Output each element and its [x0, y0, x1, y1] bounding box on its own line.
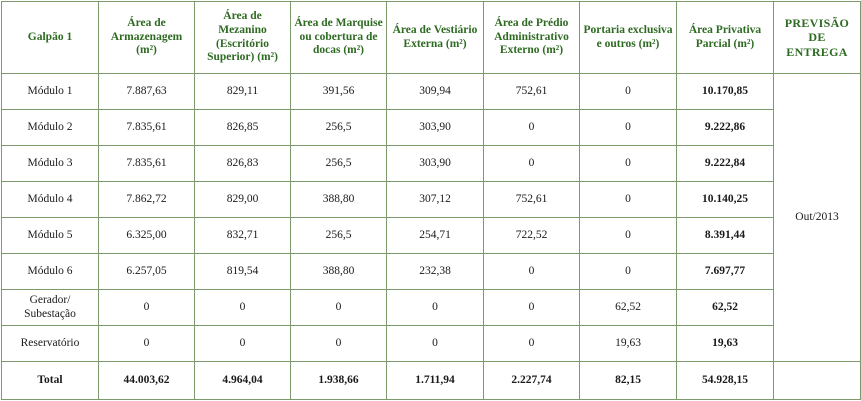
- row-label: Módulo 1: [2, 74, 99, 110]
- cell-area-privativa: 10.170,85: [677, 74, 774, 110]
- cell-vestiario: 303,90: [387, 110, 484, 146]
- cell-vestiario: 254,71: [387, 218, 484, 254]
- total-previsao-empty: [774, 362, 861, 400]
- cell-portaria: 0: [580, 254, 677, 290]
- total-marquise: 1.938,66: [291, 362, 387, 400]
- cell-marquise: 256,5: [291, 146, 387, 182]
- cell-vestiario: 0: [387, 326, 484, 362]
- table-row: [2, 254, 861, 290]
- cell-mezanino: 829,11: [195, 74, 291, 110]
- total-mezanino: 4.964,04: [195, 362, 291, 400]
- total-portaria: 82,15: [580, 362, 677, 400]
- total-armazenagem: 44.003,62: [99, 362, 195, 400]
- cell-marquise: 0: [291, 290, 387, 326]
- cell-vestiario: 303,90: [387, 146, 484, 182]
- area-table: [1, 1, 861, 400]
- header-armazenagem: Área de Armazenagem (m²): [99, 2, 195, 74]
- cell-portaria: 19,63: [580, 326, 677, 362]
- cell-predio-administrativo: 752,61: [484, 182, 580, 218]
- row-label: Gerador/ Subestação: [2, 290, 99, 326]
- cell-portaria: 0: [580, 146, 677, 182]
- delivery-date: Out/2013: [774, 74, 861, 362]
- cell-mezanino: 826,83: [195, 146, 291, 182]
- cell-portaria: 0: [580, 74, 677, 110]
- cell-portaria: 0: [580, 218, 677, 254]
- cell-mezanino: 819,54: [195, 254, 291, 290]
- row-label: Módulo 4: [2, 182, 99, 218]
- cell-vestiario: 232,38: [387, 254, 484, 290]
- cell-predio-administrativo: 722,52: [484, 218, 580, 254]
- cell-predio-administrativo: 0: [484, 146, 580, 182]
- cell-armazenagem: 7.862,72: [99, 182, 195, 218]
- cell-predio-administrativo: 0: [484, 290, 580, 326]
- table-row: [2, 218, 861, 254]
- cell-vestiario: 307,12: [387, 182, 484, 218]
- header-portaria: Portaria exclusiva e outros (m²): [580, 2, 677, 74]
- cell-area-privativa: 7.697,77: [677, 254, 774, 290]
- cell-armazenagem: 0: [99, 290, 195, 326]
- table-row: [2, 110, 861, 146]
- header-marquise: Área de Marquise ou cobertura de docas (m²): [291, 2, 387, 74]
- cell-mezanino: 832,71: [195, 218, 291, 254]
- cell-area-privativa: 8.391,44: [677, 218, 774, 254]
- header-row: [2, 2, 861, 74]
- cell-armazenagem: 6.257,05: [99, 254, 195, 290]
- header-previsao-entrega: PREVISÃO DE ENTREGA: [774, 2, 861, 74]
- cell-predio-administrativo: 752,61: [484, 74, 580, 110]
- row-label: Reservatório: [2, 326, 99, 362]
- header-predio-administrativo: Área de Prédio Administrativo Externo (m²): [484, 2, 580, 74]
- table-row: [2, 182, 861, 218]
- cell-marquise: 388,80: [291, 182, 387, 218]
- total-predio-administrativo: 2.227,74: [484, 362, 580, 400]
- row-label: Módulo 5: [2, 218, 99, 254]
- cell-portaria: 0: [580, 182, 677, 218]
- cell-area-privativa: 10.140,25: [677, 182, 774, 218]
- cell-marquise: 391,56: [291, 74, 387, 110]
- cell-area-privativa: 19,63: [677, 326, 774, 362]
- header-vestiario: Área de Vestiário Externa (m²): [387, 2, 484, 74]
- cell-predio-administrativo: 0: [484, 254, 580, 290]
- cell-armazenagem: 6.325,00: [99, 218, 195, 254]
- table-row: [2, 290, 861, 326]
- header-mezanino: Área de Mezanino (Escritório Superior) (m²): [195, 2, 291, 74]
- total-vestiario: 1.711,94: [387, 362, 484, 400]
- cell-mezanino: 0: [195, 290, 291, 326]
- cell-vestiario: 0: [387, 290, 484, 326]
- table-row: [2, 326, 861, 362]
- total-label: Total: [2, 362, 99, 400]
- cell-portaria: 62,52: [580, 290, 677, 326]
- cell-vestiario: 309,94: [387, 74, 484, 110]
- cell-armazenagem: 7.835,61: [99, 146, 195, 182]
- cell-predio-administrativo: 0: [484, 326, 580, 362]
- cell-marquise: 388,80: [291, 254, 387, 290]
- row-label: Módulo 2: [2, 110, 99, 146]
- total-area-privativa: 54.928,15: [677, 362, 774, 400]
- header-area-privativa: Área Privativa Parcial (m²): [677, 2, 774, 74]
- header-galpao: Galpão 1: [2, 2, 99, 74]
- cell-armazenagem: 7.887,63: [99, 74, 195, 110]
- table-row: [2, 146, 861, 182]
- cell-marquise: 0: [291, 326, 387, 362]
- cell-armazenagem: 7.835,61: [99, 110, 195, 146]
- cell-area-privativa: 9.222,86: [677, 110, 774, 146]
- cell-portaria: 0: [580, 110, 677, 146]
- cell-area-privativa: 9.222,84: [677, 146, 774, 182]
- cell-predio-administrativo: 0: [484, 110, 580, 146]
- row-label: Módulo 3: [2, 146, 99, 182]
- cell-mezanino: 829,00: [195, 182, 291, 218]
- table-row: [2, 74, 861, 110]
- cell-mezanino: 826,85: [195, 110, 291, 146]
- row-label: Módulo 6: [2, 254, 99, 290]
- cell-marquise: 256,5: [291, 218, 387, 254]
- cell-area-privativa: 62,52: [677, 290, 774, 326]
- cell-mezanino: 0: [195, 326, 291, 362]
- cell-armazenagem: 0: [99, 326, 195, 362]
- cell-marquise: 256,5: [291, 110, 387, 146]
- total-row: [2, 362, 861, 400]
